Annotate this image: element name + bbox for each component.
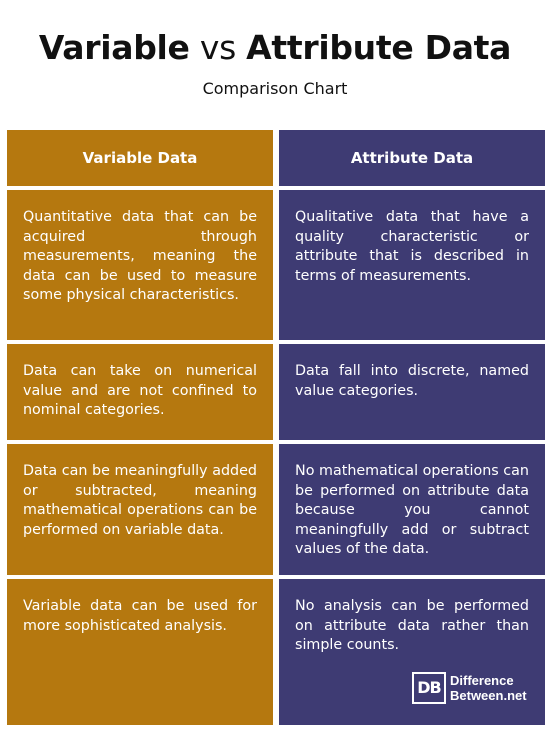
logo-line-1: Difference bbox=[450, 673, 514, 688]
difference-between-logo bbox=[412, 668, 540, 708]
title-attribute-data: Attribute Data bbox=[246, 28, 512, 67]
page-title bbox=[0, 28, 550, 68]
logo-line-2: Between.net bbox=[450, 688, 527, 703]
title-vs: vs bbox=[199, 28, 236, 67]
row-1-variable: Quantitative data that can be acquired through measurements, meaning the data can be used to measure some physical characteristics. bbox=[7, 190, 273, 340]
row-1-attribute: Qualitative data that have a quality characteristic or attribute that is described in terms of measurements. bbox=[279, 190, 545, 340]
row-4-variable: Variable data can be used for more sophisticated analysis. bbox=[7, 579, 273, 725]
row-2-variable: Data can take on numerical value and are not confined to nominal categories. bbox=[7, 344, 273, 440]
logo-text bbox=[450, 673, 527, 703]
row-2-attribute: Data fall into discrete, named value categories. bbox=[279, 344, 545, 440]
page-subtitle: Comparison Chart bbox=[202, 79, 348, 98]
row-3-attribute: No mathematical operations can be performed on attribute data because you cannot meaningfully add or subtract values of the data. bbox=[279, 444, 545, 575]
header-attribute-data: Attribute Data bbox=[279, 130, 545, 186]
row-4-attribute: No analysis can be performed on attribute data rather than simple counts. bbox=[279, 579, 545, 725]
header-variable-data: Variable Data bbox=[7, 130, 273, 186]
logo-mark: DB bbox=[412, 672, 446, 704]
row-3-variable: Data can be meaningfully added or subtracted, meaning mathematical operations can be performed on variable data. bbox=[7, 444, 273, 575]
title-variable: Variable bbox=[38, 28, 190, 67]
